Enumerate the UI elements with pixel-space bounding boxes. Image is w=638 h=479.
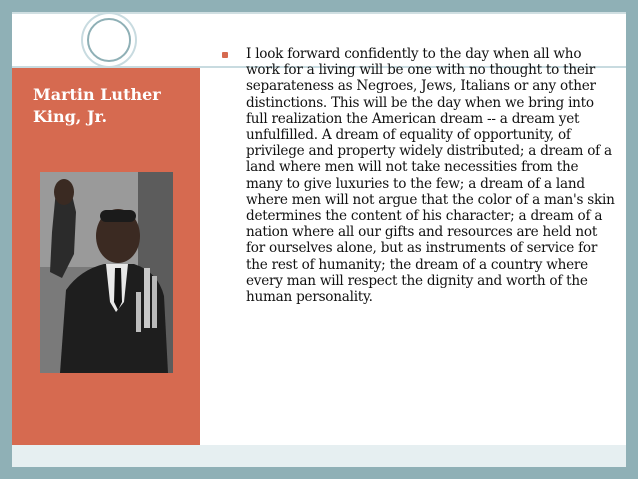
top-frame-band <box>0 0 638 12</box>
title-panel <box>12 68 200 445</box>
right-frame-band <box>626 12 638 467</box>
circle-emblem-icon <box>87 18 131 62</box>
quote-text: I look forward confidently to the day when all who work for a living will be one with no thought to their separateness as Negroes, Jews, Italians or any other distinctions. This will be the day when we bring into full realization the American dream -- a dream yet unfulfilled. A dream of equality of opportunity, of privilege and property widely distributed; a dream of a land where men will not take necessities from the many to give luxuries to the few; a dream of a land where men will not argue that the color of a man's skin determines the content of his character; a dream of a nation where all our gifts and resources are held not for ourselves alone, but as instruments of service for the rest of humanity; the dream of a country where every man will respect the dignity and worth of the human personality. <box>246 46 615 306</box>
bullet-item <box>222 46 617 305</box>
top-frame-line <box>12 12 626 14</box>
slide-title: Martin Luther King, Jr. <box>33 85 161 126</box>
left-frame-band <box>0 12 12 467</box>
portrait-photo-icon <box>40 172 173 373</box>
bottom-frame-band <box>0 467 638 479</box>
footer-strip <box>12 445 626 467</box>
portrait-illustration <box>40 172 173 373</box>
bullet-square-icon <box>222 52 228 58</box>
quote-content <box>222 46 617 305</box>
